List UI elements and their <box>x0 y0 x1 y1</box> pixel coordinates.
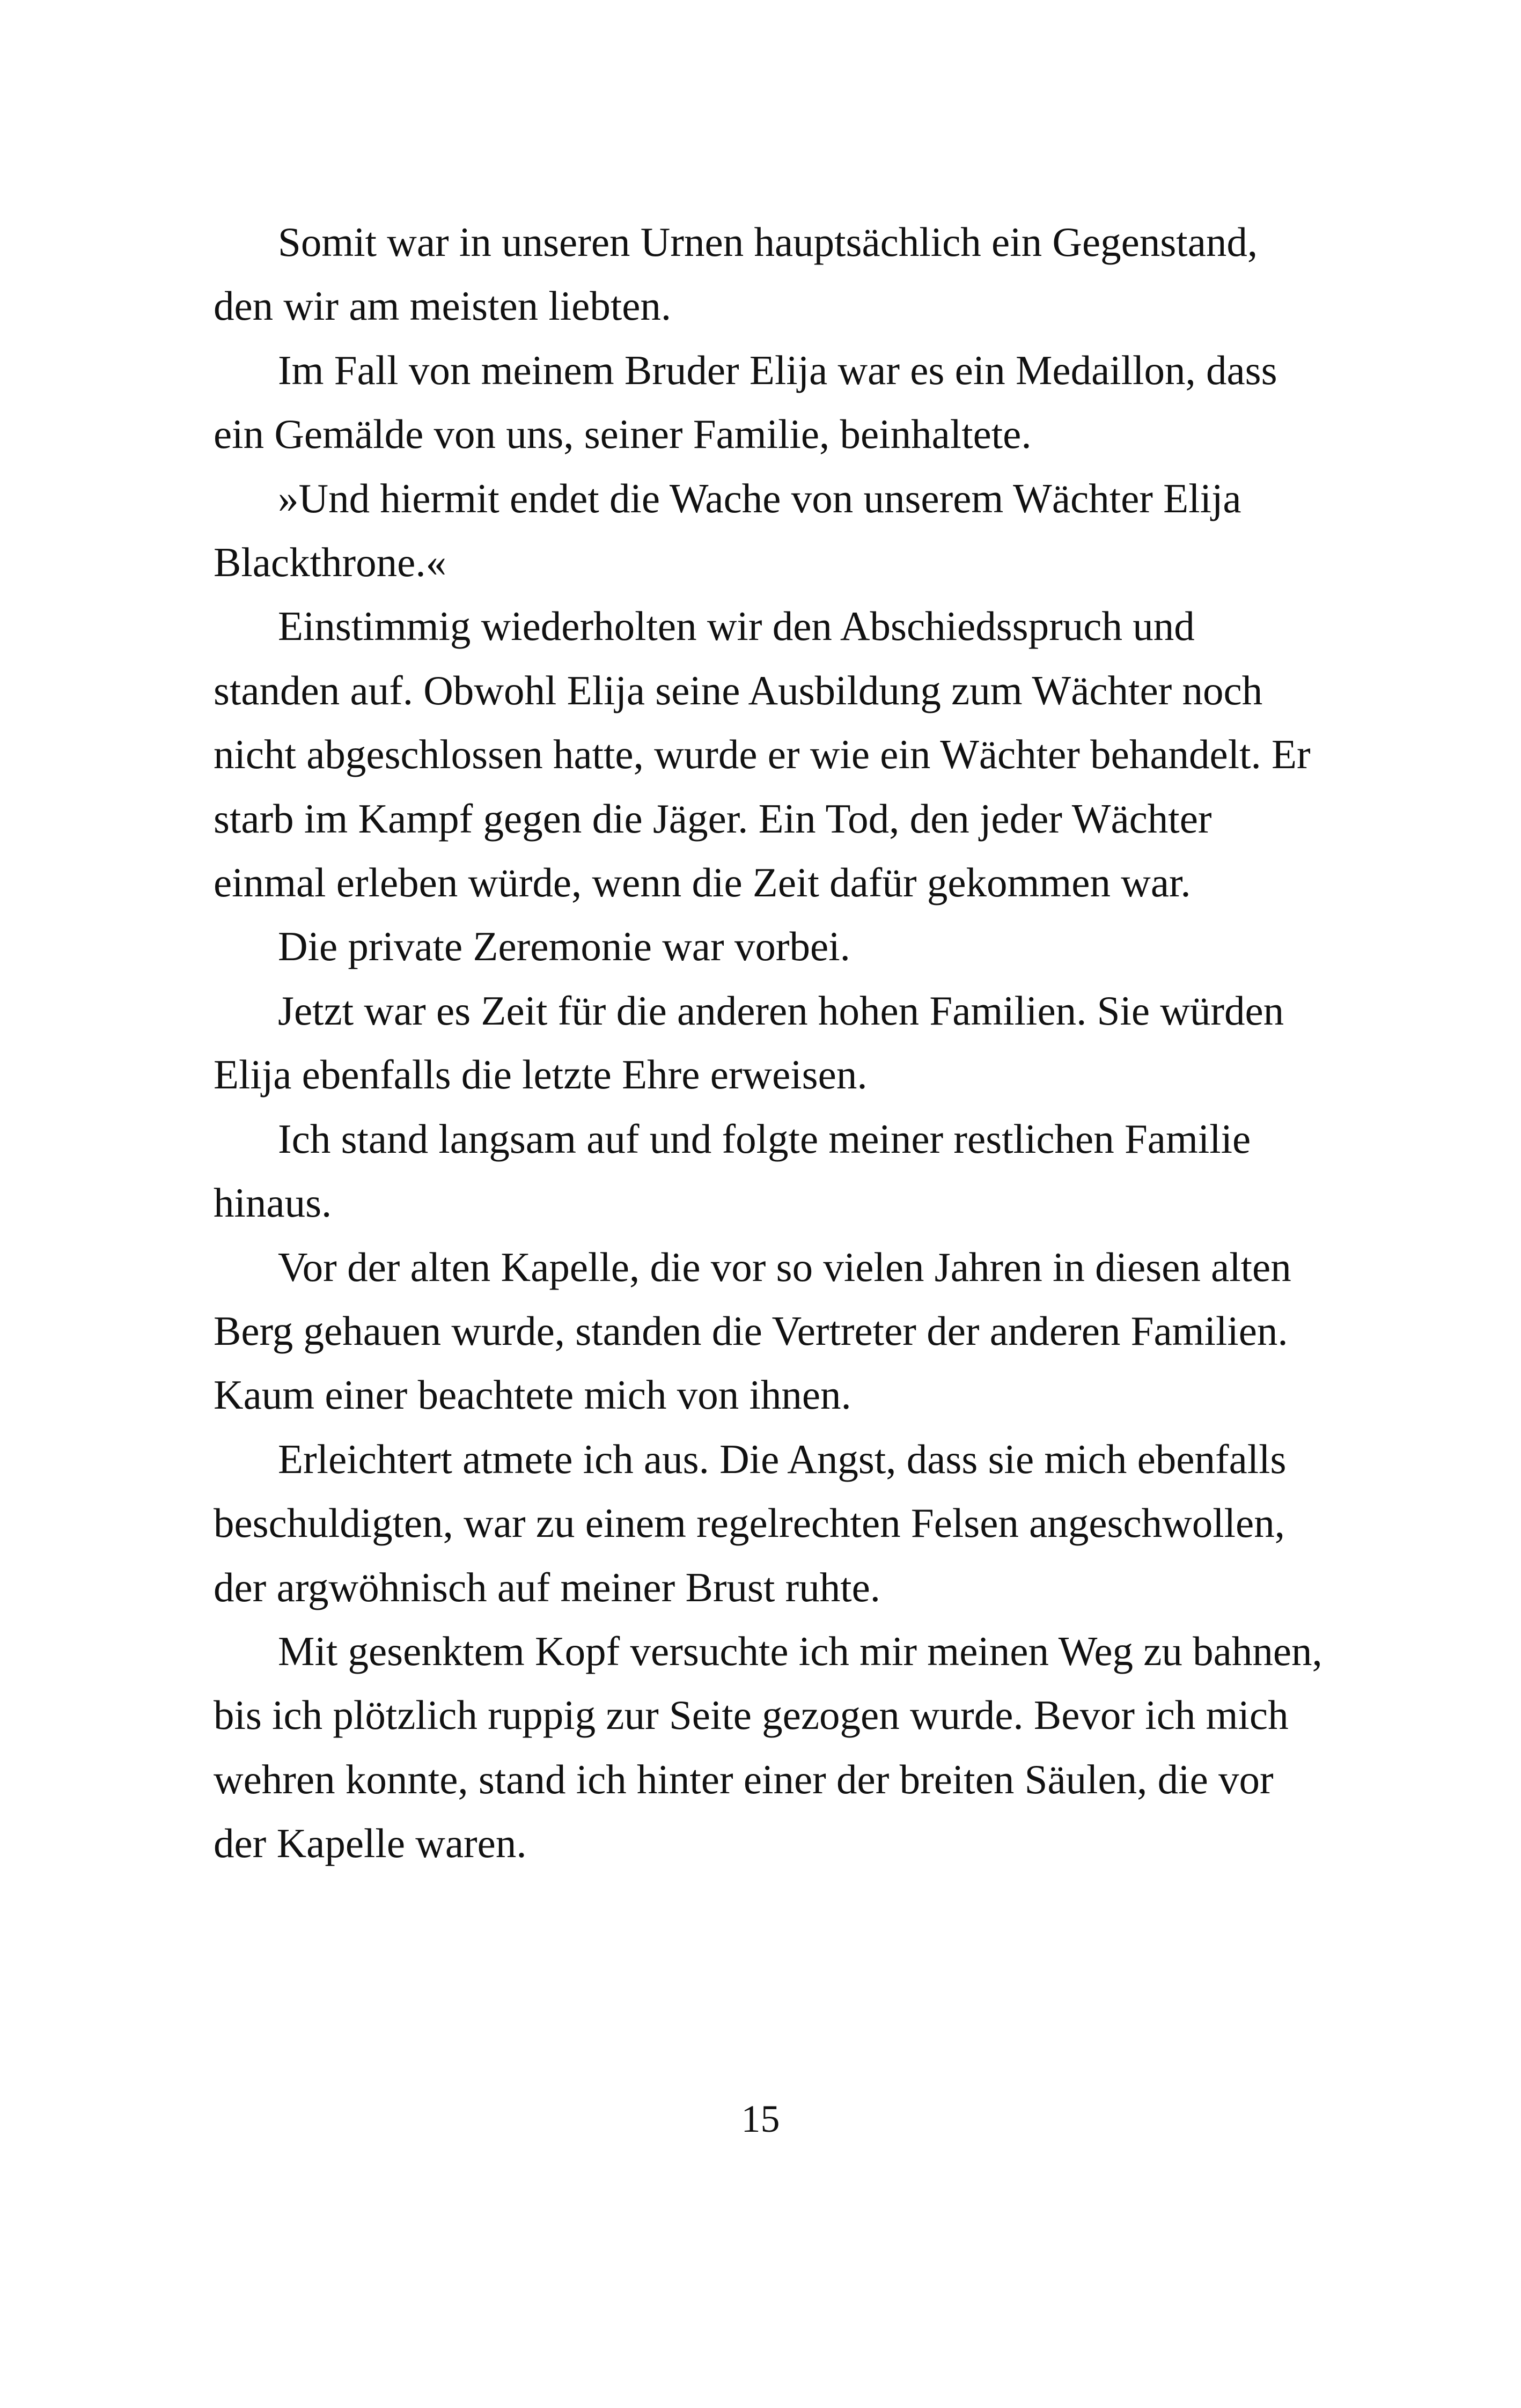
paragraph: Die private Zeremonie war vorbei. <box>278 923 850 970</box>
paragraph: Mit gesenktem Kopf versuchte ich mir meinen Weg zu bahnen, bis ich plötzlich ruppig zur Seite gezogen wurde. Bevor ich mich wehren konnte, stand ich hinter einer der breiten Säulen, die vor der Kapelle waren. <box>214 1628 1322 1867</box>
paragraph: Somit war in unseren Urnen hauptsächlich ein Gegenstand, den wir am meisten liebten. <box>214 219 1258 329</box>
paragraph: Im Fall von meinem Bruder Elija war es ein Medaillon, dass ein Gemälde von uns, seiner Familie, beinhaltete. <box>214 347 1277 458</box>
paragraph: Jetzt war es Zeit für die anderen hohen Familien. Sie würden Elija ebenfalls die letzte Ehre erweisen. <box>214 987 1284 1098</box>
paragraph: Erleichtert atmete ich aus. Die Angst, dass sie mich ebenfalls beschuldigten, war zu einem regelrechten Felsen angeschwollen, der argwöhnisch auf meiner Brust ruhte. <box>214 1435 1287 1610</box>
paragraph: Vor der alten Kapelle, die vor so vielen Jahren in diesen alten Berg gehauen wurde, standen die Vertreter der anderen Familien. Kaum einer beachtete mich von ihnen. <box>214 1243 1291 1418</box>
paragraph: »Und hiermit endet die Wache von unserem Wächter Elija Blackthrone.« <box>214 475 1241 586</box>
paragraph: Einstimmig wiederholten wir den Abschiedsspruch und standen auf. Obwohl Elija seine Ausbildung zum Wächter noch nicht abgeschlossen hatte, wurde er wie ein Wächter behandelt. Er starb im Kampf gegen die Jäger. Ein Tod, den jeder Wächter einmal erleben würde, wenn die Zeit dafür gekommen war. <box>214 603 1311 906</box>
page-number: 15 <box>741 2097 780 2140</box>
body-text <box>214 210 1324 1876</box>
paragraph: Ich stand langsam auf und folgte meiner restlichen Familie hinaus. <box>214 1115 1251 1226</box>
